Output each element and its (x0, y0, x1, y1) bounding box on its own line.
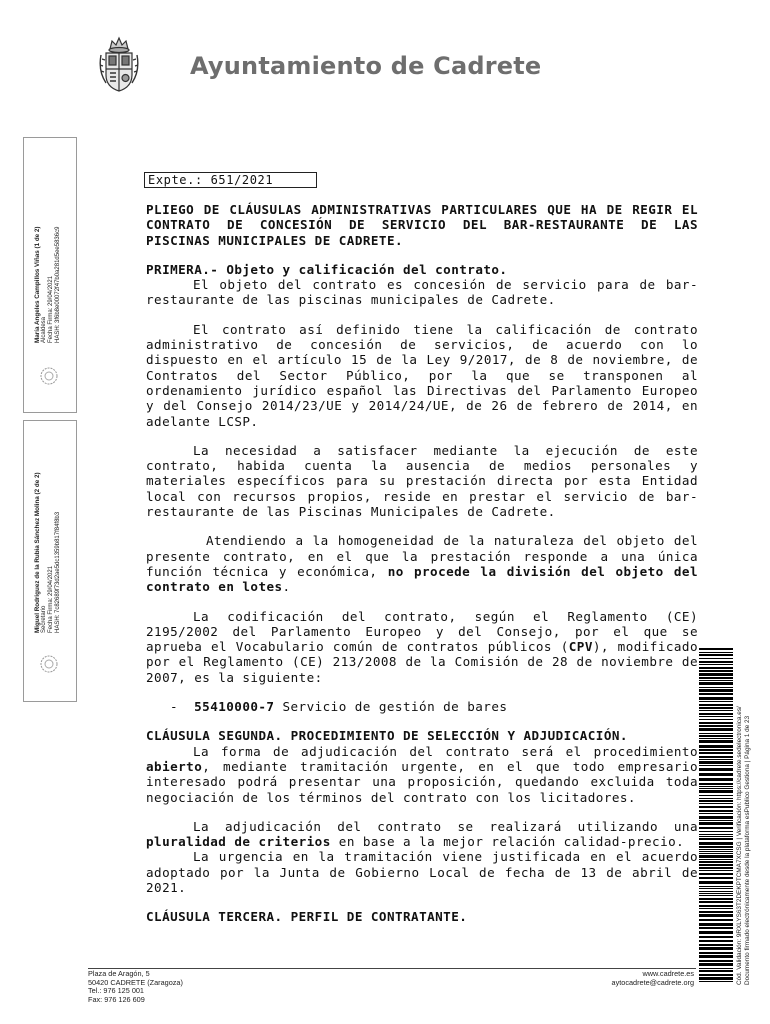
barcode-bar (699, 873, 733, 875)
criterios-emphasis: pluralidad de criterios (146, 834, 331, 850)
barcode-bar (699, 855, 733, 858)
barcode-bar (699, 931, 733, 934)
barcode-bar (699, 810, 733, 812)
barcode-bar (699, 710, 733, 711)
barcode-bar (699, 838, 733, 840)
barcode-bar (699, 970, 733, 972)
signature-2-details (34, 472, 62, 633)
signer-1-name: María Angeles Campillos Viñas (1 de 2) (34, 226, 41, 343)
signature-box-1 (23, 137, 77, 413)
paragraph-necesidad: La necesidad a satisfacer mediante la ejecución de este contrato, habida cuenta la ausencia de medios personales y materiales específicos para su prestación directa por esta Entidad local con recursos propios, reside en prestar el servicio de bar-restaurante de las Piscinas Municipales de Cadrete. (146, 442, 698, 520)
barcode-bar (699, 800, 733, 802)
barcode-bar (699, 759, 733, 760)
barcode-bar (699, 891, 733, 892)
cpv-list-item: - 55410000-7 Servicio de gestión de bares (170, 699, 508, 715)
seal-icon (39, 654, 59, 674)
barcode-bar (699, 936, 733, 938)
barcode-bar (699, 697, 733, 700)
barcode-bar (699, 877, 733, 879)
barcode-bar (699, 963, 733, 966)
barcode-bar (699, 836, 733, 837)
barcode-bar (699, 648, 733, 650)
barcode-bar (699, 722, 733, 724)
footer-address (88, 970, 183, 1004)
barcode-bar (699, 790, 733, 793)
coat-of-arms-icon (98, 35, 140, 93)
barcode-bar (699, 778, 733, 781)
barcode-bar (699, 927, 733, 929)
validation-barcode (699, 648, 733, 984)
signer-1-hash: HASH: 3f6b8e00072f47b0a281d5ee5836c9 (55, 226, 61, 343)
barcode-bar (699, 765, 733, 766)
expediente-number: Expte.: 651/2021 (144, 172, 317, 188)
barcode-bar (699, 905, 733, 907)
barcode-bar (699, 786, 733, 787)
barcode-bar (699, 911, 733, 913)
barcode-bar (699, 944, 733, 946)
barcode-bar (699, 704, 733, 706)
document-title: PLIEGO DE CLÁUSULAS ADMINISTRATIVAS PARTICULARES QUE HA DE REGIR EL CONTRATO DE CONCESIÓN DE SERVICIO DEL BAR-RESTAURANTE DE LAS PISCINAS MUNICIPALES DE CADRETE. (146, 202, 698, 248)
barcode-bar (699, 895, 733, 896)
barcode-bar (699, 749, 733, 751)
barcode-bar (699, 658, 733, 659)
barcode-bar (699, 768, 733, 771)
barcode-bar (699, 673, 733, 676)
barcode-bar (699, 974, 733, 976)
lotes-emphasis: no procede la división del objeto del contrato en lotes (146, 563, 698, 595)
barcode-bar (699, 851, 733, 852)
barcode-bar (699, 728, 733, 731)
barcode-bar (699, 803, 733, 804)
signer-1-date: Fecha Firma: 29/04/2021 (48, 275, 54, 343)
barcode-bar (699, 713, 733, 715)
barcode-bar (699, 908, 733, 909)
barcode-bar (699, 923, 733, 926)
barcode-bar (699, 893, 733, 894)
cpv-emphasis: CPV (568, 639, 593, 655)
barcode-bar (699, 689, 733, 692)
barcode-bar (699, 740, 733, 743)
barcode-bar (699, 652, 733, 653)
organization-name: Ayuntamiento de Cadrete (190, 52, 542, 80)
barcode-bar (699, 661, 733, 663)
signer-1-role: Alcaldesa (41, 316, 47, 343)
barcode-bar (699, 822, 733, 825)
barcode-bar (699, 914, 733, 917)
paragraph-codificacion: La codificación del contrato, según el Reglamento (CE) 2195/2002 del Parlamento Europeo y del Consejo, por el que se aprueba el Vocabulario común de contratos públicos (CPV), modificado por el Reglamento (CE) 213/2008 de la Comisión de 28 de noviembre de 2007, es la siguiente: (146, 608, 699, 685)
barcode-bar (699, 670, 733, 672)
barcode-bar (699, 947, 733, 950)
section-segunda-heading: CLÁUSULA SEGUNDA. PROCEDIMIENTO DE SELECCIÓN Y ADJUDICACIÓN. (146, 728, 628, 744)
barcode-bar (699, 881, 733, 884)
paragraph-criterios: La adjudicación del contrato se realizará utilizando una pluralidad de criterios en base a la mejor relación calidad-precio. (146, 818, 698, 850)
signer-2-role: Secretario (41, 605, 47, 633)
abierto-emphasis: abierto (146, 758, 203, 774)
barcode-bar (699, 842, 733, 845)
barcode-bar (699, 788, 733, 789)
barcode-bar (699, 846, 733, 848)
barcode-bar (699, 798, 733, 799)
cpv-code: 55410000-7 (194, 699, 275, 715)
paragraph-objeto: El objeto del contrato es concesión de servicio para de bar-restaurante de las piscinas municipales de Cadrete. (146, 277, 698, 308)
barcode-bar (699, 853, 733, 854)
footer-phone: Tel.: 976 125 001 (88, 986, 144, 996)
barcode-bar (699, 977, 733, 980)
barcode-bar (699, 719, 733, 720)
barcode-bar (699, 820, 733, 821)
barcode-bar (699, 849, 733, 850)
barcode-bar (699, 687, 733, 688)
barcode-bar (699, 867, 733, 869)
footer-website-link[interactable]: www.cadrete.es (642, 969, 694, 978)
barcode-bar (699, 806, 733, 808)
verification-code-line: Cód. Validación: 9RXLYS63T2DEKPTCMA7XCSG | Verificación: https://cadrete.sedelectronica.es/ (736, 706, 743, 985)
barcode-bar (699, 886, 733, 887)
barcode-bar (699, 919, 733, 921)
barcode-bar (699, 733, 733, 734)
barcode-bar (699, 735, 733, 737)
paragraph-urgencia: La urgencia en la tramitación viene justificada en el acuerdo adoptado por la Junta de Gobierno Local de fecha de 13 de abril de 2021. (146, 849, 698, 895)
barcode-bar (699, 901, 733, 903)
barcode-bar (699, 725, 733, 727)
cpv-description: Servicio de gestión de bares (274, 699, 508, 715)
barcode-bar (699, 940, 733, 942)
footer-contact (612, 970, 694, 987)
barcode-bar (699, 859, 733, 860)
signer-2-hash: HASH: 7c82689f73d2ae5dc1359b817f84f8b3 (55, 511, 61, 633)
barcode-bar (699, 888, 733, 889)
barcode-bar (699, 677, 733, 679)
barcode-bar (699, 680, 733, 681)
barcode-bar (699, 682, 733, 685)
signer-2-name: Miguel Rodriguez de la Rubia Sánchez Molina (2 de 2) (34, 472, 41, 633)
barcode-bar (699, 783, 733, 785)
footer-address-line-1: Plaza de Aragón, 5 (88, 969, 150, 978)
barcode-bar (699, 952, 733, 954)
document-body (146, 202, 698, 925)
paragraph-lotes: Atendiendo a la homogeneidad de la naturaleza del objeto del presente contrato, en el que la prestación responde a una única función técnica y económica, no procede la división del objeto del contrato en lotes. (146, 533, 698, 595)
barcode-bar (699, 756, 733, 758)
barcode-bar (699, 701, 733, 702)
barcode-bar (699, 834, 733, 835)
signature-1-details (34, 226, 62, 343)
verification-platform-line: Documento firmado electrónicamente desde la plataforma esPublico Gestiona | Página 1 de 23 (744, 715, 751, 985)
barcode-bar (699, 654, 733, 656)
footer-divider (88, 968, 696, 969)
footer-address-line-2: 50420 CADRETE (Zaragoza) (88, 977, 183, 987)
paragraph-calificacion: El contrato así definido tiene la calificación de contrato administrativo de concesión de servicios, de acuerdo con lo dispuesto en el artículo 15 de la Ley 9/2017, de 8 de noviembre, de Contratos del Sector Público, por la que se transponen al ordenamiento jurídico español las Directivas del Parlamento Europeo y del Consejo 2014/23/UE y 2014/24/UE, de 26 de febrero de 2014, en adelante LCSP. (146, 321, 698, 429)
barcode-bar (699, 795, 733, 796)
barcode-bar (699, 664, 733, 665)
barcode-bar (699, 981, 733, 982)
barcode-bar (699, 716, 733, 717)
barcode-bar (699, 761, 733, 764)
barcode-bar (699, 707, 733, 709)
barcode-bar (699, 745, 733, 748)
seal-icon (39, 366, 59, 386)
barcode-bar (699, 898, 733, 900)
barcode-bar (699, 693, 733, 695)
section-tercera-heading: CLÁUSULA TERCERA. PERFIL DE CONTRATANTE. (146, 909, 468, 925)
barcode-bar (699, 870, 733, 871)
signature-box-2 (23, 420, 77, 702)
barcode-bar (699, 861, 733, 863)
barcode-bar (699, 864, 733, 866)
barcode-bar (699, 968, 733, 969)
footer-fax: Fax: 976 126 609 (88, 994, 145, 1004)
barcode-bar (699, 831, 733, 832)
barcode-bar (699, 773, 733, 776)
barcode-bar (699, 752, 733, 754)
barcode-bar (699, 667, 733, 669)
signer-2-date: Fecha Firma: 29/04/2021 (48, 565, 54, 633)
paragraph-procedimiento: La forma de adjudicación del contrato será el procedimiento abierto, mediante tramitación urgente, en el que todo empresario interesado podrá presentar una proposición, quedando excluida toda negociación de los términos del contrato con los licitadores. (146, 743, 698, 805)
barcode-bar (699, 955, 733, 958)
barcode-bar (699, 960, 733, 962)
barcode-bar (699, 827, 733, 829)
barcode-bar (699, 816, 733, 819)
barcode-bar (699, 738, 733, 739)
section-primera-heading: PRIMERA.- Objeto y calificación del contrato. (146, 261, 508, 277)
verification-text (736, 706, 752, 985)
footer-email-link[interactable]: aytocadrete@cadrete.org (611, 977, 694, 987)
barcode-bar (699, 813, 733, 814)
